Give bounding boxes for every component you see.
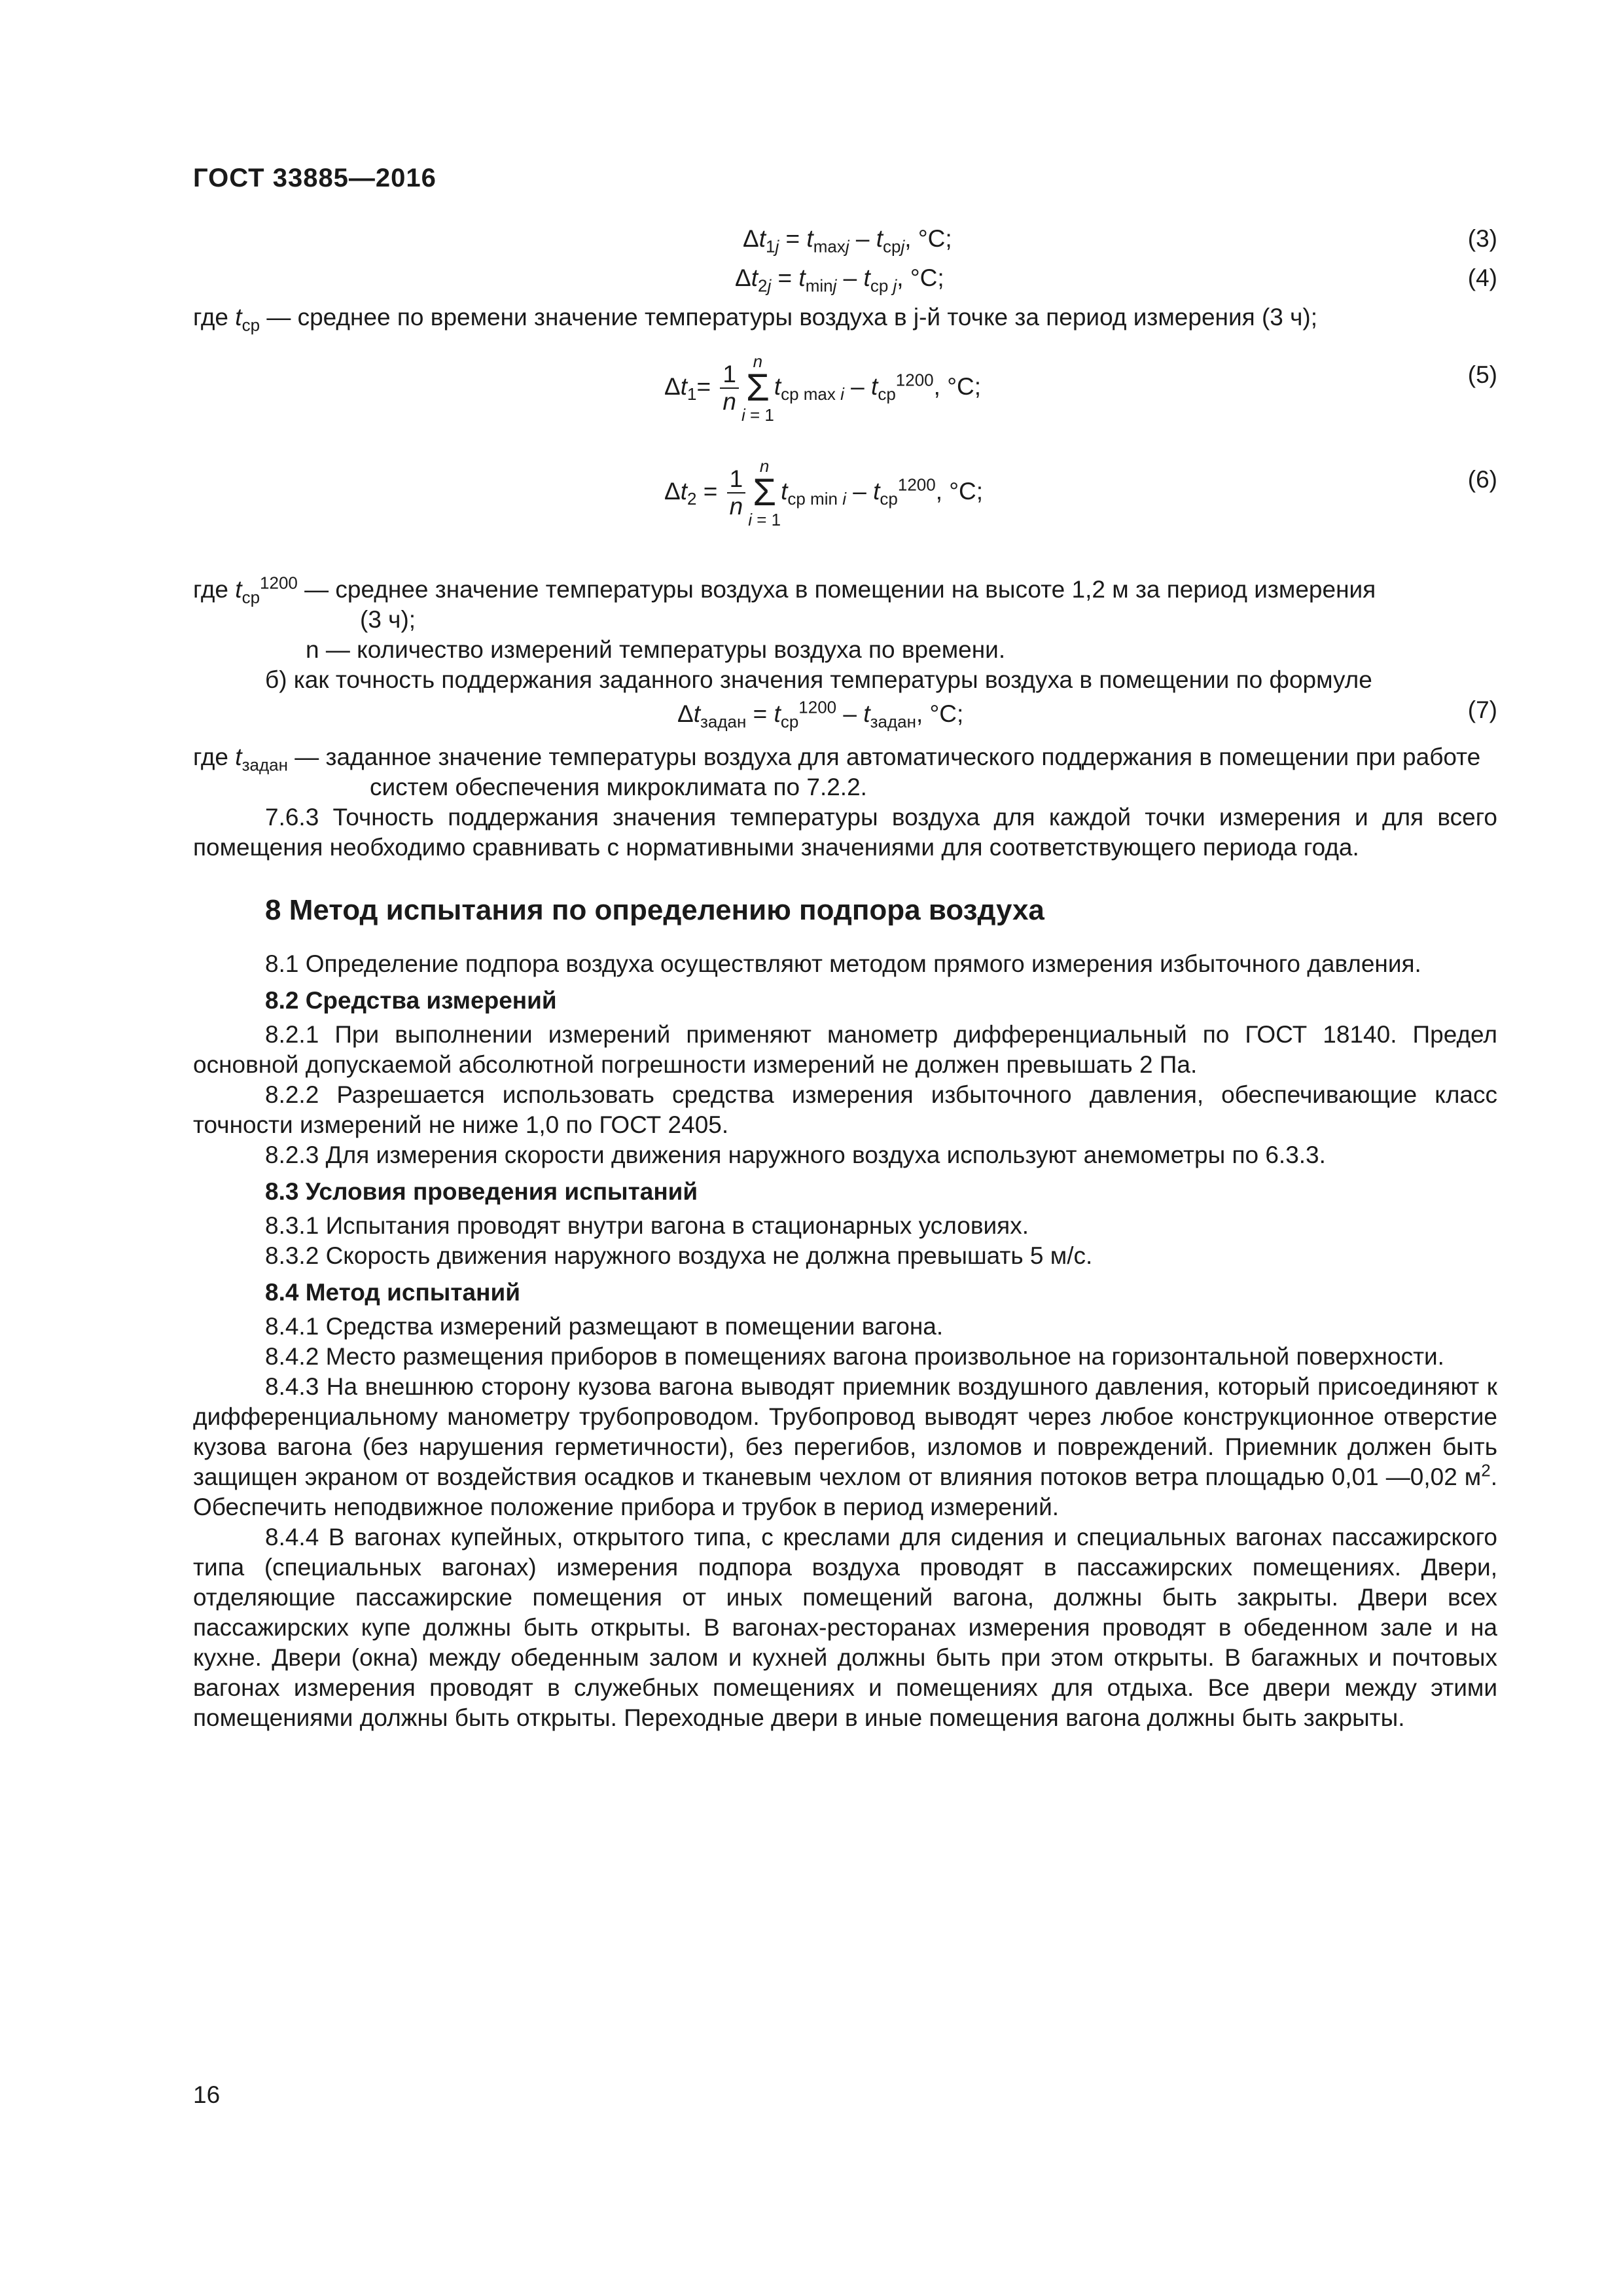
page-content — [193, 224, 1497, 1733]
equation-4-number: (4) — [1467, 264, 1497, 291]
heading-8-3: 8.3 Условия проведения испытаний — [265, 1178, 698, 1205]
where-tzad-text: — заданное значение температуры воздуха для автоматического поддержания в помещении при работе систем обеспечения микроклимата по 7.2.2. — [294, 744, 1481, 800]
heading-8-4: 8.4 Метод испытаний — [265, 1279, 520, 1306]
where-t1200-cont: (3 ч); — [360, 606, 416, 633]
paragraph-8-4-3: 8.4.3 На внешнюю сторону кузова вагона выводят приемник воздушного давления, который присоединяют к дифференциальному манометру трубопроводом. Трубопровод выводят через любое конструкционное отверстие кузова вагона (без нарушения герметичности), без перегибов, изломов и повреждений. Приемник должен быть защищен экраном от воздействия осадков и тканевым чехлом от влияния потоков ветра площадью 0,01 —0,02 $м^2$. Обеспечить неподвижное положение прибора и трубок в период измерений. — [193, 1373, 1497, 1520]
where-tzad: где $t_{задан}$ — заданное значение температуры воздуха для автоматического поддержания в помещении при работе систем обеспечения микроклимата по 7.2.2. — [193, 744, 1481, 800]
section-8-title: 8 Метод испытания по определению подпора воздуха — [265, 894, 1044, 926]
equation-6-formula: $\Delta t_2$ = $\frac{1}{n}$ n Σ $i = 1t_{ср min i} - t_{ср}^{1200}$, °С; — [664, 456, 984, 529]
equation-5-formula: $\Delta t_1=$ $\frac{1}{n}$ n Σ $i = 1t_{ср max i} - t_{ср}^{1200}$, °С; — [664, 351, 981, 425]
paragraph-8-3-2: 8.3.2 Скорость движения наружного воздуха не должна превышать 5 м/с. — [265, 1242, 1093, 1269]
equation-7-number: (7) — [1467, 696, 1497, 723]
equation-6 — [193, 457, 1497, 562]
equation-7-formula: $\Delta t_{задан} = t_{ср}^{1200} - t_{задан}$, °С; — [677, 697, 964, 732]
where-tcp-text: — среднее по времени значение температуры воздуха в j-й точке за период измерения (3 ч); — [266, 304, 1318, 331]
paragraph-8-1: 8.1 Определение подпора воздуха осуществляют методом прямого измерения избыточного давления. — [265, 950, 1421, 977]
where-n: n — количество измерений температуры воздуха по времени. — [306, 636, 1006, 663]
where-t1200-text: — среднее значение температуры воздуха в помещении на высоте 1,2 м за период измерения — [304, 576, 1376, 603]
paragraph-8-2-3: 8.2.3 Для измерения скорости движения наружного воздуха используют анемометры по 6.3.3. — [265, 1141, 1326, 1168]
where-t1200: где $t_{ср}^{1200}$ — среднее значение температуры воздуха в помещении на высоте 1,2 м за период измерения — [193, 573, 1376, 607]
paragraph-7-6-3: 7.6.3 Точность поддержания значения температуры воздуха для каждой точки измерения и для всего помещения необходимо сравнивать с нормативными значениями для соответствующего периода года. — [193, 804, 1497, 861]
equation-5-number: (5) — [1467, 361, 1497, 388]
equation-3 — [193, 224, 1497, 263]
equation-6-number: (6) — [1467, 466, 1497, 493]
equation-7 — [193, 695, 1497, 736]
document-header: ГОСТ 33885—2016 — [193, 164, 437, 192]
paragraph-8-4-3-a: 8.4.3 На внешнюю сторону кузова вагона выводят приемник воздушного давления, который присоединяют к дифференциальному манометру трубопроводом. Трубопровод выводят через любое конструкционное отверстие кузова вагона (без нарушения герметичности), без перегибов, изломов и повреждений. Приемник должен быть защищен экраном от воздействия осадков и тканевым чехлом от влияния потоков ветра площадью 0,01 —0,02 м — [193, 1373, 1497, 1490]
equation-4 — [193, 263, 1497, 302]
heading-8-2: 8.2 Средства измерений — [265, 987, 557, 1014]
equation-3-number: (3) — [1467, 225, 1497, 252]
paragraph-8-3-1: 8.3.1 Испытания проводят внутри вагона в стационарных условиях. — [265, 1212, 1029, 1239]
where-tcp: где $t_{ср}$ — среднее по времени значение температуры воздуха в j-й точке за период измерения (3 ч); — [193, 304, 1318, 335]
equation-3-formula: $\Delta t_{1j} = t_{maxj} - t_{срj}$, °С; — [743, 225, 952, 257]
item-b: б) как точность поддержания заданного значения температуры воздуха в помещении по формуле — [265, 666, 1372, 693]
paragraph-8-2-1: 8.2.1 При выполнении измерений применяют манометр дифференциальный по ГОСТ 18140. Предел основной допускаемой абсолютной погрешности измерений не должен превышать 2 Па. — [193, 1021, 1497, 1078]
equation-4-formula: $\Delta t_{2j} = t_{minj} - t_{ср j}$, °С; — [735, 264, 944, 296]
page-number: 16 — [193, 2081, 221, 2108]
paragraph-8-4-2: 8.4.2 Место размещения приборов в помещениях вагона произвольное на горизонтальной поверхности. — [265, 1343, 1444, 1370]
paragraph-8-4-3-b: . Обеспечить неподвижное положение прибора и трубок в период измерений. — [193, 1463, 1497, 1520]
paragraph-8-4-4: 8.4.4 В вагонах купейных, открытого типа, с креслами для сидения и специальных вагонах пассажирского типа (специальных вагонах) измерения подпора воздуха проводят в пассажирских помещениях. Двери, отделяющие пассажирские помещения от иных помещений вагона, должны быть закрыты. Двери всех пассажирских купе должны быть открыты. В вагонах-ресторанах измерения проводят в обеденном зале и на кухне. Двери (окна) между обеденным залом и кухней должны быть при этом открыты. В багажных и почтовых вагонах измерения проводят в служебных помещениях и помещениях для отдыха. Все двери между этими помещениями должны быть открыты. Переходные двери в иные помещения вагона должны быть закрыты. — [193, 1524, 1497, 1731]
paragraph-8-4-1: 8.4.1 Средства измерений размещают в помещении вагона. — [265, 1313, 944, 1340]
equation-5 — [193, 352, 1497, 457]
paragraph-8-2-2: 8.2.2 Разрешается использовать средства измерения избыточного давления, обеспечивающие класс точности измерений не ниже 1,0 по ГОСТ 2405. — [193, 1081, 1497, 1138]
